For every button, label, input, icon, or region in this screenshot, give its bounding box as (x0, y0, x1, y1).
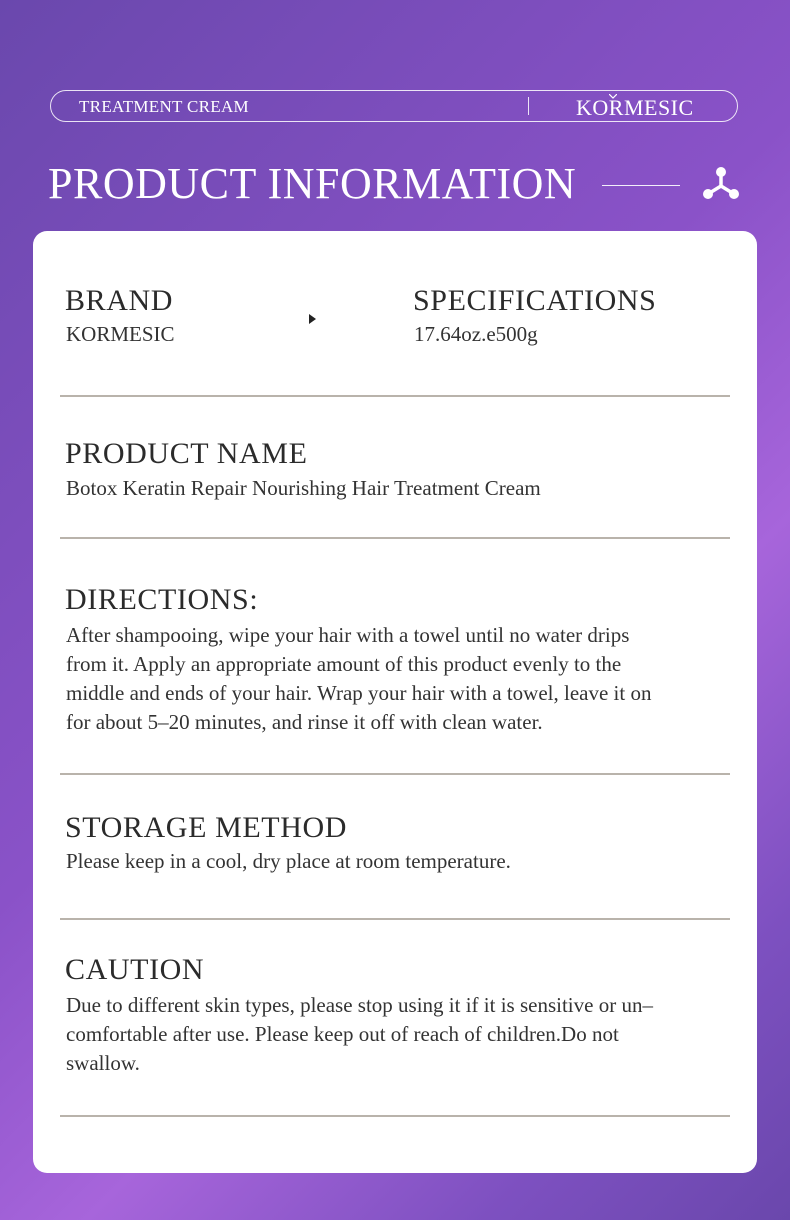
directions-line: from it. Apply an appropriate amount of this product evenly to the (66, 652, 622, 676)
divider (60, 918, 730, 920)
title-rule (602, 185, 680, 186)
divider (60, 537, 730, 539)
directions-heading: DIRECTIONS: (65, 583, 259, 616)
specifications-heading: SPECIFICATIONS (413, 284, 657, 317)
caution-heading: CAUTION (65, 953, 205, 986)
info-card (33, 231, 757, 1173)
tri-node-icon (701, 166, 741, 202)
brand-logo-text: KORMESIC (576, 95, 694, 120)
page-title: PRODUCT INFORMATION (48, 159, 577, 208)
specifications-value: 17.64oz.e500g (414, 322, 538, 346)
logo-accent-icon (609, 94, 617, 99)
storage-value: Please keep in a cool, dry place at room temperature. (66, 849, 511, 873)
header-divider (528, 97, 529, 115)
directions-line: for about 5–20 minutes, and rinse it off with clean water. (66, 710, 543, 734)
divider (60, 773, 730, 775)
brand-heading: BRAND (65, 284, 174, 317)
category-label: TREATMENT CREAM (79, 97, 249, 116)
divider (60, 395, 730, 397)
brand-logo (576, 95, 694, 121)
caution-line: Due to different skin types, please stop using it if it is sensitive or un– (66, 993, 653, 1017)
product-name-heading: PRODUCT NAME (65, 437, 308, 470)
brand-value: KORMESIC (66, 322, 175, 346)
caution-line: comfortable after use. Please keep out of reach of children.Do not (66, 1022, 619, 1046)
divider (60, 1115, 730, 1117)
header-bar (50, 90, 738, 122)
directions-text (66, 621, 651, 737)
caution-line: swallow. (66, 1051, 140, 1075)
play-arrow-icon (309, 314, 316, 324)
directions-line: After shampooing, wipe your hair with a towel until no water drips (66, 623, 630, 647)
directions-line: middle and ends of your hair. Wrap your hair with a towel, leave it on (66, 681, 652, 705)
caution-text (66, 991, 653, 1078)
product-name-value: Botox Keratin Repair Nourishing Hair Treatment Cream (66, 476, 541, 500)
storage-heading: STORAGE METHOD (65, 811, 348, 844)
